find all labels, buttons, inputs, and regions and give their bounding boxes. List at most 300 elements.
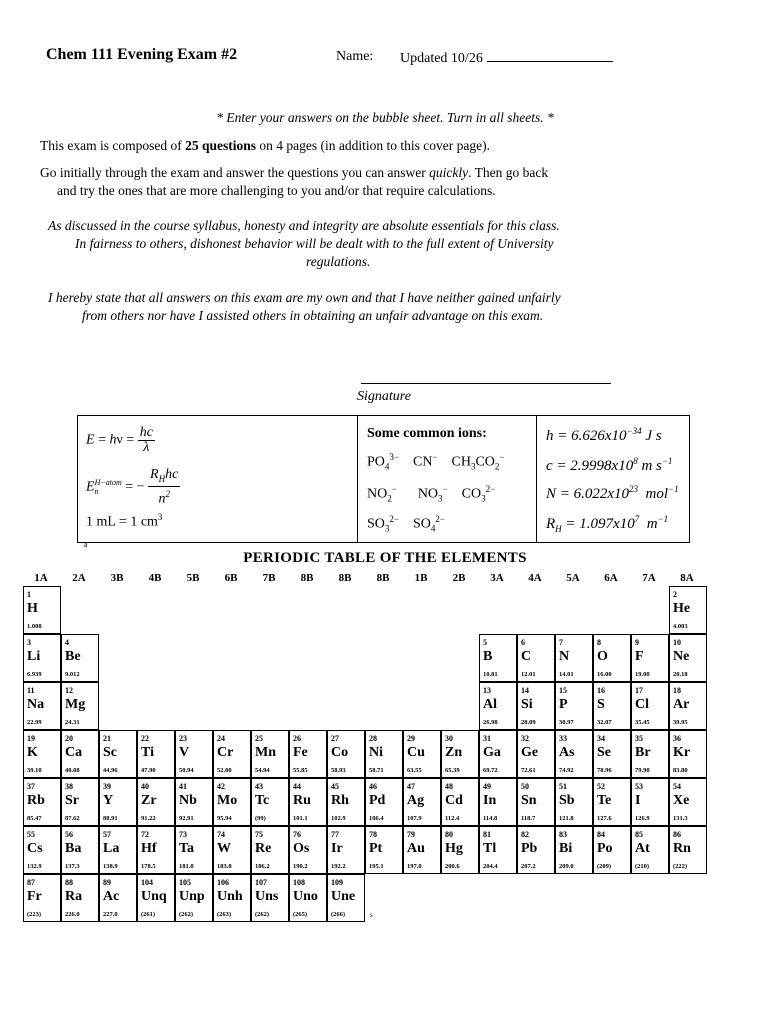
element-cell — [23, 778, 61, 826]
avogadro-number: $N = 6.022x10^{23}$ mol$^{-1}$ — [546, 484, 679, 502]
updated-label: Updated 10/26 — [400, 49, 613, 67]
integrity-line-1: As discussed in the course syllabus, honesty and integrity are absolute essentials for this class. — [48, 218, 560, 233]
atomic-mass: 106.4 — [369, 815, 384, 822]
element-symbol: Ne — [673, 649, 690, 664]
atomic-mass: 138.9 — [103, 863, 118, 870]
atomic-mass: 85.47 — [27, 815, 42, 822]
atomic-number: 54 — [673, 782, 681, 791]
element-symbol: Zn — [445, 745, 463, 760]
atomic-number: 77 — [331, 830, 339, 839]
atomic-mass: 39.10 — [27, 767, 42, 774]
element-cell — [23, 586, 61, 634]
element-cell — [517, 826, 555, 874]
signature-line[interactable] — [361, 383, 611, 384]
atomic-number: 19 — [27, 734, 35, 743]
element-symbol: Ru — [293, 793, 311, 808]
element-symbol: Unq — [141, 889, 167, 904]
atomic-mass: (265) — [293, 911, 308, 918]
atomic-number: 81 — [483, 830, 491, 839]
element-symbol: Te — [597, 793, 612, 808]
element-symbol: Po — [597, 841, 613, 856]
atomic-number: 21 — [103, 734, 111, 743]
element-symbol: Uns — [255, 889, 279, 904]
atomic-mass: 95.94 — [217, 815, 232, 822]
atomic-number: 75 — [255, 830, 263, 839]
element-symbol: Nb — [179, 793, 197, 808]
atomic-number: 50 — [521, 782, 529, 791]
atomic-mass: 65.39 — [445, 767, 460, 774]
element-cell — [213, 730, 251, 778]
element-symbol: Une — [331, 889, 356, 904]
atomic-number: 37 — [27, 782, 35, 791]
atomic-mass: 20.18 — [673, 671, 688, 678]
element-symbol: Pd — [369, 793, 386, 808]
hydrogen-energy-formula: E H−atom n = − $\frac{R_Hhc}{n^2}$ — [86, 467, 179, 507]
planck-constant: $h = 6.626x10^{-34}$ J s — [546, 426, 662, 444]
atomic-number: 36 — [673, 734, 681, 743]
element-cell — [251, 730, 289, 778]
element-symbol: S — [597, 697, 605, 712]
atomic-number: 10 — [673, 638, 681, 647]
atomic-number: 104 — [141, 878, 153, 887]
atomic-mass: 227.0 — [103, 911, 118, 918]
element-cell — [441, 778, 479, 826]
element-symbol: At — [635, 841, 650, 856]
element-symbol: Mn — [255, 745, 276, 760]
element-symbol: Ar — [673, 697, 690, 712]
atomic-mass: 112.4 — [445, 815, 460, 822]
element-cell — [23, 874, 61, 922]
atomic-number: 4 — [65, 638, 69, 647]
group-label: 2A — [72, 572, 86, 584]
element-cell — [61, 874, 99, 922]
atomic-number: 41 — [179, 782, 187, 791]
element-cell — [403, 826, 441, 874]
atomic-number: 12 — [65, 686, 73, 695]
element-symbol: O — [597, 649, 608, 664]
element-cell — [251, 874, 289, 922]
element-symbol: Unp — [179, 889, 205, 904]
atomic-mass: 190.2 — [293, 863, 308, 870]
element-cell — [631, 778, 669, 826]
element-cell — [593, 634, 631, 682]
element-cell — [213, 778, 251, 826]
element-symbol: Al — [483, 697, 497, 712]
atomic-mass: (263) — [217, 911, 232, 918]
element-cell — [61, 634, 99, 682]
atomic-mass: 107.9 — [407, 815, 422, 822]
element-cell — [365, 778, 403, 826]
element-cell — [555, 730, 593, 778]
atomic-mass: 39.95 — [673, 719, 688, 726]
atomic-mass: 183.8 — [217, 863, 232, 870]
element-cell — [593, 730, 631, 778]
element-cell — [441, 730, 479, 778]
formula-divider-1 — [357, 416, 358, 542]
atomic-number: 86 — [673, 830, 681, 839]
atomic-mass: 87.62 — [65, 815, 80, 822]
atomic-mass: 131.3 — [673, 815, 688, 822]
element-cell — [99, 730, 137, 778]
atomic-mass: (209) — [597, 863, 612, 870]
element-symbol: Hg — [445, 841, 463, 856]
element-cell — [365, 730, 403, 778]
atomic-mass: 12.01 — [521, 671, 536, 678]
atomic-number: 42 — [217, 782, 225, 791]
atomic-number: 57 — [103, 830, 111, 839]
element-cell — [479, 778, 517, 826]
atomic-number: 25 — [255, 734, 263, 743]
element-symbol: Mo — [217, 793, 238, 808]
element-symbol: Ge — [521, 745, 539, 760]
atomic-mass: 44.96 — [103, 767, 118, 774]
element-cell — [593, 826, 631, 874]
group-label: 1A — [34, 572, 48, 584]
group-label: 2B — [452, 572, 466, 584]
element-cell — [23, 730, 61, 778]
atomic-mass: 186.2 — [255, 863, 270, 870]
element-symbol: As — [559, 745, 575, 760]
element-symbol: Uno — [293, 889, 318, 904]
element-cell — [479, 634, 517, 682]
atomic-number: 33 — [559, 734, 567, 743]
atomic-number: 76 — [293, 830, 301, 839]
atomic-mass: 16.00 — [597, 671, 612, 678]
atomic-mass: 40.08 — [65, 767, 80, 774]
element-cell — [99, 826, 137, 874]
element-cell — [669, 730, 707, 778]
element-symbol: Ca — [65, 745, 83, 760]
element-cell — [251, 826, 289, 874]
element-symbol: Sc — [103, 745, 117, 760]
element-symbol: Sn — [521, 793, 537, 808]
atomic-mass: 101.1 — [293, 815, 308, 822]
element-cell — [517, 682, 555, 730]
element-symbol: Au — [407, 841, 425, 856]
atomic-number: 9 — [635, 638, 639, 647]
atomic-number: 28 — [369, 734, 377, 743]
atomic-mass: (262) — [179, 911, 194, 918]
integrity-line-2: In fairness to others, dishonest behavior will be dealt with to the full extent of University — [75, 236, 554, 251]
element-cell — [593, 682, 631, 730]
group-label: 5B — [186, 572, 200, 584]
atomic-mass: (266) — [331, 911, 346, 918]
name-blank-line — [487, 49, 613, 62]
atomic-number: 17 — [635, 686, 643, 695]
atomic-number: 3 — [27, 638, 31, 647]
group-label: 3B — [110, 572, 124, 584]
atomic-number: 13 — [483, 686, 491, 695]
element-symbol: Ba — [65, 841, 82, 856]
element-cell — [669, 682, 707, 730]
atomic-number: 35 — [635, 734, 643, 743]
element-cell — [327, 874, 365, 922]
atomic-mass: 204.4 — [483, 863, 498, 870]
element-symbol: Ag — [407, 793, 425, 808]
atomic-mass: 195.1 — [369, 863, 384, 870]
atomic-number: 39 — [103, 782, 111, 791]
element-symbol: Tl — [483, 841, 497, 856]
element-symbol: Bi — [559, 841, 573, 856]
element-cell — [517, 778, 555, 826]
atomic-mass: 47.90 — [141, 767, 156, 774]
element-symbol: Hf — [141, 841, 157, 856]
element-symbol: Br — [635, 745, 651, 760]
group-label: 7B — [262, 572, 276, 584]
element-cell — [403, 778, 441, 826]
atomic-number: 29 — [407, 734, 415, 743]
atomic-number: 87 — [27, 878, 35, 887]
group-label: 3A — [490, 572, 504, 584]
element-symbol: B — [483, 649, 493, 664]
composition-note: This exam is composed of 25 questions on 4 pages (in addition to this cover page). — [40, 138, 490, 153]
element-cell — [327, 826, 365, 874]
atomic-mass: (222) — [673, 863, 688, 870]
element-symbol: Rh — [331, 793, 349, 808]
atomic-number: 22 — [141, 734, 149, 743]
atomic-number: 52 — [597, 782, 605, 791]
atomic-mass: (262) — [255, 911, 270, 918]
atomic-number: 82 — [521, 830, 529, 839]
atomic-number: 30 — [445, 734, 453, 743]
element-symbol: Co — [331, 745, 349, 760]
atomic-number: 8 — [597, 638, 601, 647]
element-symbol: Mg — [65, 697, 86, 712]
bubble-sheet-note: * Enter your answers on the bubble sheet. Turn in all sheets. * — [216, 110, 554, 125]
speed-of-light: $c = 2.9998x10^8$ m $s^{-1}$ — [546, 456, 673, 474]
element-symbol: Sb — [559, 793, 575, 808]
atomic-mass: 63.55 — [407, 767, 422, 774]
group-label: 1B — [414, 572, 428, 584]
element-cell — [23, 634, 61, 682]
atomic-number: 89 — [103, 878, 111, 887]
element-symbol: Be — [65, 649, 81, 664]
element-symbol: Rb — [27, 793, 45, 808]
element-cell — [631, 730, 669, 778]
element-symbol: Cu — [407, 745, 425, 760]
element-cell — [61, 682, 99, 730]
element-cell — [175, 778, 213, 826]
element-symbol: La — [103, 841, 120, 856]
atomic-mass: 137.3 — [65, 863, 80, 870]
element-cell — [669, 778, 707, 826]
atomic-mass: 126.9 — [635, 815, 650, 822]
atomic-mass: (99) — [255, 815, 266, 822]
atomic-mass: 83.80 — [673, 767, 688, 774]
element-symbol: Pb — [521, 841, 538, 856]
atomic-mass: 92.91 — [179, 815, 194, 822]
ions-row-2: $NO_2^-$ $NO_3^-$ $CO_3^{2-}$ — [367, 484, 496, 504]
atomic-number: 34 — [597, 734, 605, 743]
atomic-number: 48 — [445, 782, 453, 791]
element-symbol: V — [179, 745, 190, 760]
element-symbol: Cd — [445, 793, 463, 808]
atomic-mass: 9.012 — [65, 671, 80, 678]
element-cell — [669, 586, 707, 634]
atomic-number: 26 — [293, 734, 301, 743]
atomic-mass: 22.99 — [27, 719, 42, 726]
atomic-number: 5 — [483, 638, 487, 647]
atomic-number: 43 — [255, 782, 263, 791]
exam-title: Chem 111 Evening Exam #2 — [46, 46, 238, 63]
atomic-mass: 114.8 — [483, 815, 498, 822]
atomic-number: 72 — [141, 830, 149, 839]
atomic-number: 83 — [559, 830, 567, 839]
atomic-number: 80 — [445, 830, 453, 839]
element-cell — [61, 826, 99, 874]
element-cell — [593, 778, 631, 826]
element-symbol: Pt — [369, 841, 383, 856]
element-cell — [137, 778, 175, 826]
element-symbol: Kr — [673, 745, 691, 760]
atomic-mass: 181.0 — [179, 863, 194, 870]
element-cell — [327, 730, 365, 778]
element-symbol: Ra — [65, 889, 83, 904]
atomic-number: 56 — [65, 830, 73, 839]
atomic-mass: 197.0 — [407, 863, 422, 870]
atomic-mass: 132.9 — [27, 863, 42, 870]
atomic-number: 1 — [27, 590, 31, 599]
element-cell — [213, 826, 251, 874]
element-symbol: H — [27, 601, 38, 616]
element-symbol: Ni — [369, 745, 383, 760]
group-label: 8A — [680, 572, 694, 584]
atomic-number: 45 — [331, 782, 339, 791]
atomic-mass: 14.01 — [559, 671, 574, 678]
element-cell — [61, 730, 99, 778]
element-cell — [99, 778, 137, 826]
atomic-number: 88 — [65, 878, 73, 887]
atomic-number: 84 — [597, 830, 605, 839]
atomic-number: 55 — [27, 830, 35, 839]
atomic-number: 24 — [217, 734, 225, 743]
group-label: 4B — [148, 572, 162, 584]
atomic-number: 73 — [179, 830, 187, 839]
atomic-mass: 127.6 — [597, 815, 612, 822]
element-symbol: W — [217, 841, 231, 856]
element-cell — [289, 730, 327, 778]
atomic-number: 2 — [673, 590, 677, 599]
element-symbol: He — [673, 601, 691, 616]
atomic-mass: 35.45 — [635, 719, 650, 726]
footnote-s: s — [370, 911, 373, 919]
element-cell — [251, 778, 289, 826]
element-cell — [137, 874, 175, 922]
element-symbol: Rn — [673, 841, 691, 856]
element-symbol: Se — [597, 745, 611, 760]
atomic-mass: 32.07 — [597, 719, 612, 726]
element-cell — [327, 778, 365, 826]
element-symbol: Fe — [293, 745, 308, 760]
element-symbol: K — [27, 745, 38, 760]
element-cell — [23, 682, 61, 730]
atomic-number: 38 — [65, 782, 73, 791]
atomic-mass: 121.8 — [559, 815, 574, 822]
element-symbol: Ac — [103, 889, 120, 904]
element-cell — [137, 826, 175, 874]
element-symbol: Cr — [217, 745, 234, 760]
atomic-mass: (210) — [635, 863, 650, 870]
element-cell — [479, 682, 517, 730]
element-symbol: Unh — [217, 889, 243, 904]
atomic-mass: 58.71 — [369, 767, 384, 774]
atomic-number: 108 — [293, 878, 305, 887]
element-symbol: Cs — [27, 841, 43, 856]
atomic-mass: 6.939 — [27, 671, 42, 678]
element-symbol: Ga — [483, 745, 501, 760]
atomic-number: 11 — [27, 686, 35, 695]
element-cell — [365, 826, 403, 874]
atomic-number: 49 — [483, 782, 491, 791]
atomic-number: 16 — [597, 686, 605, 695]
element-symbol: Zr — [141, 793, 157, 808]
atomic-mass: 79.90 — [635, 767, 650, 774]
element-cell — [175, 874, 213, 922]
atomic-mass: 78.96 — [597, 767, 612, 774]
element-cell — [479, 826, 517, 874]
group-label: 8B — [300, 572, 314, 584]
element-cell — [555, 826, 593, 874]
atomic-number: 47 — [407, 782, 415, 791]
element-cell — [99, 874, 137, 922]
atomic-number: 23 — [179, 734, 187, 743]
element-cell — [175, 826, 213, 874]
group-label: 5A — [566, 572, 580, 584]
element-symbol: Os — [293, 841, 310, 856]
element-symbol: Sr — [65, 793, 79, 808]
atomic-number: 7 — [559, 638, 563, 647]
element-symbol: Ta — [179, 841, 195, 856]
atomic-number: 40 — [141, 782, 149, 791]
group-label: 8B — [376, 572, 390, 584]
group-label: 7A — [642, 572, 656, 584]
atomic-mass: 30.97 — [559, 719, 574, 726]
element-cell — [517, 634, 555, 682]
atomic-mass: 74.92 — [559, 767, 574, 774]
atomic-number: 32 — [521, 734, 529, 743]
group-label: 4A — [528, 572, 542, 584]
atomic-mass: 102.9 — [331, 815, 346, 822]
element-symbol: Fr — [27, 889, 42, 904]
element-symbol: N — [559, 649, 570, 664]
atomic-mass: 200.6 — [445, 863, 460, 870]
atomic-mass: 55.85 — [293, 767, 308, 774]
footnote-a: a — [84, 540, 88, 549]
element-cell — [631, 634, 669, 682]
atomic-number: 27 — [331, 734, 339, 743]
ions-title: Some common ions: — [367, 426, 487, 441]
atomic-number: 105 — [179, 878, 191, 887]
element-symbol: Ir — [331, 841, 343, 856]
atomic-number: 51 — [559, 782, 567, 791]
element-symbol: Si — [521, 697, 533, 712]
element-cell — [555, 682, 593, 730]
periodic-table-title: PERIODIC TABLE OF THE ELEMENTS — [243, 550, 527, 566]
element-symbol: P — [559, 697, 568, 712]
element-symbol: C — [521, 649, 532, 664]
element-symbol: Na — [27, 697, 45, 712]
rydberg-constant: $R_H = 1.097x10^7$ $m^{-1}$ — [546, 514, 669, 534]
ions-row-1: $PO_4^{3-}$ CN− $CH_3CO_2^-$ — [367, 452, 505, 472]
atomic-mass: 28.09 — [521, 719, 536, 726]
element-symbol: I — [635, 793, 641, 808]
element-cell — [289, 778, 327, 826]
atomic-mass: 72.61 — [521, 767, 536, 774]
element-cell — [441, 826, 479, 874]
element-cell — [517, 730, 555, 778]
atomic-number: 79 — [407, 830, 415, 839]
photon-energy-formula: E = hν = $\frac{hc}{\lambda}$ — [86, 425, 153, 455]
